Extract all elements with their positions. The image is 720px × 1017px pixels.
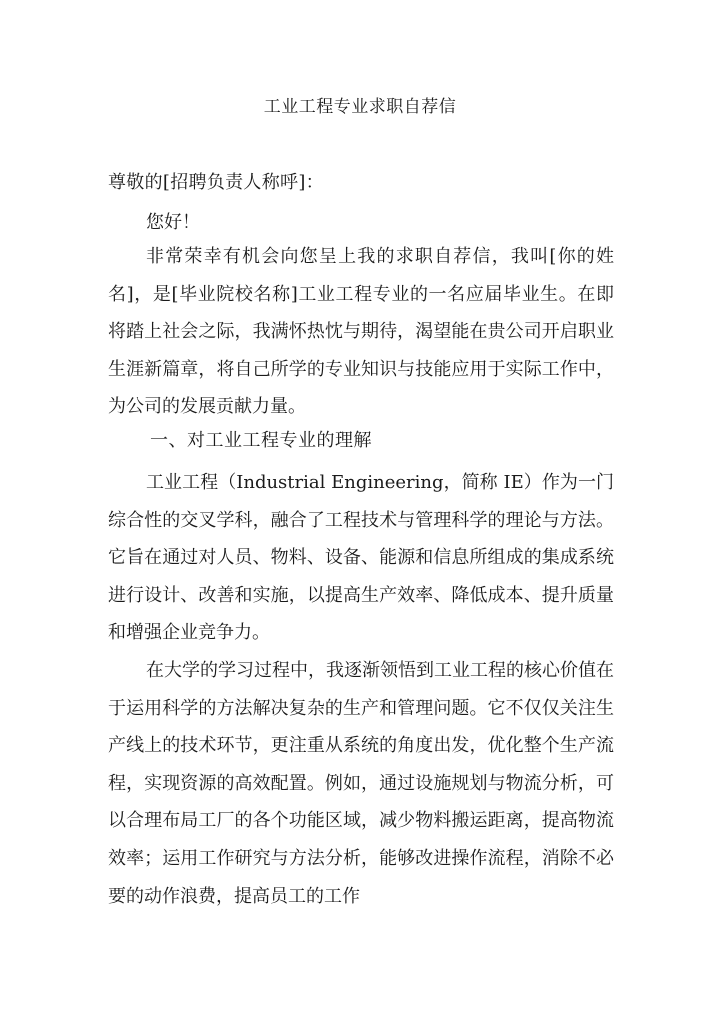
greeting: 您好！	[146, 212, 200, 233]
paragraph-ie-definition: 工业工程（Industrial Engineering，简称 IE）作为一门综合性的交叉学科，融合了工程技术与管理科学的理论与方法。它旨在通过对人员、物料、设备、能源和信息所组成的集成系统进行设计、改善和实施，以提高生产效率、降低成本、提升质量和增强企业竞争力。	[108, 472, 614, 644]
salutation: 尊敬的[招聘负责人称呼]：	[108, 172, 324, 193]
document-title: 工业工程专业求职自荐信	[263, 97, 457, 117]
section-heading: 一、对工业工程专业的理解	[150, 430, 372, 451]
paragraph-introduction: 非常荣幸有机会向您呈上我的求职自荐信，我叫[你的姓名]，是[毕业院校名称]工业工程专业的一名应届毕业生。在即将踏上社会之际，我满怀热忱与期待，渴望能在贵公司开启职业生涯新篇章，将自己所学的专业知识与技能应用于实际工作中，为公司的发展贡献力量。	[108, 246, 614, 418]
paragraph-ie-value: 在大学的学习过程中，我逐渐领悟到工业工程的核心价值在于运用科学的方法解决复杂的生产和管理问题。它不仅仅关注生产线上的技术环节，更注重从系统的角度出发，优化整个生产流程，实现资源的高效配置。例如，通过设施规划与物流分析，可以合理布局工厂的各个功能区域，减少物料搬运距离，提高物流效率；运用工作研究与方法分析，能够改进操作流程，消除不必要的动作浪费，提高员工的工作	[108, 660, 614, 907]
